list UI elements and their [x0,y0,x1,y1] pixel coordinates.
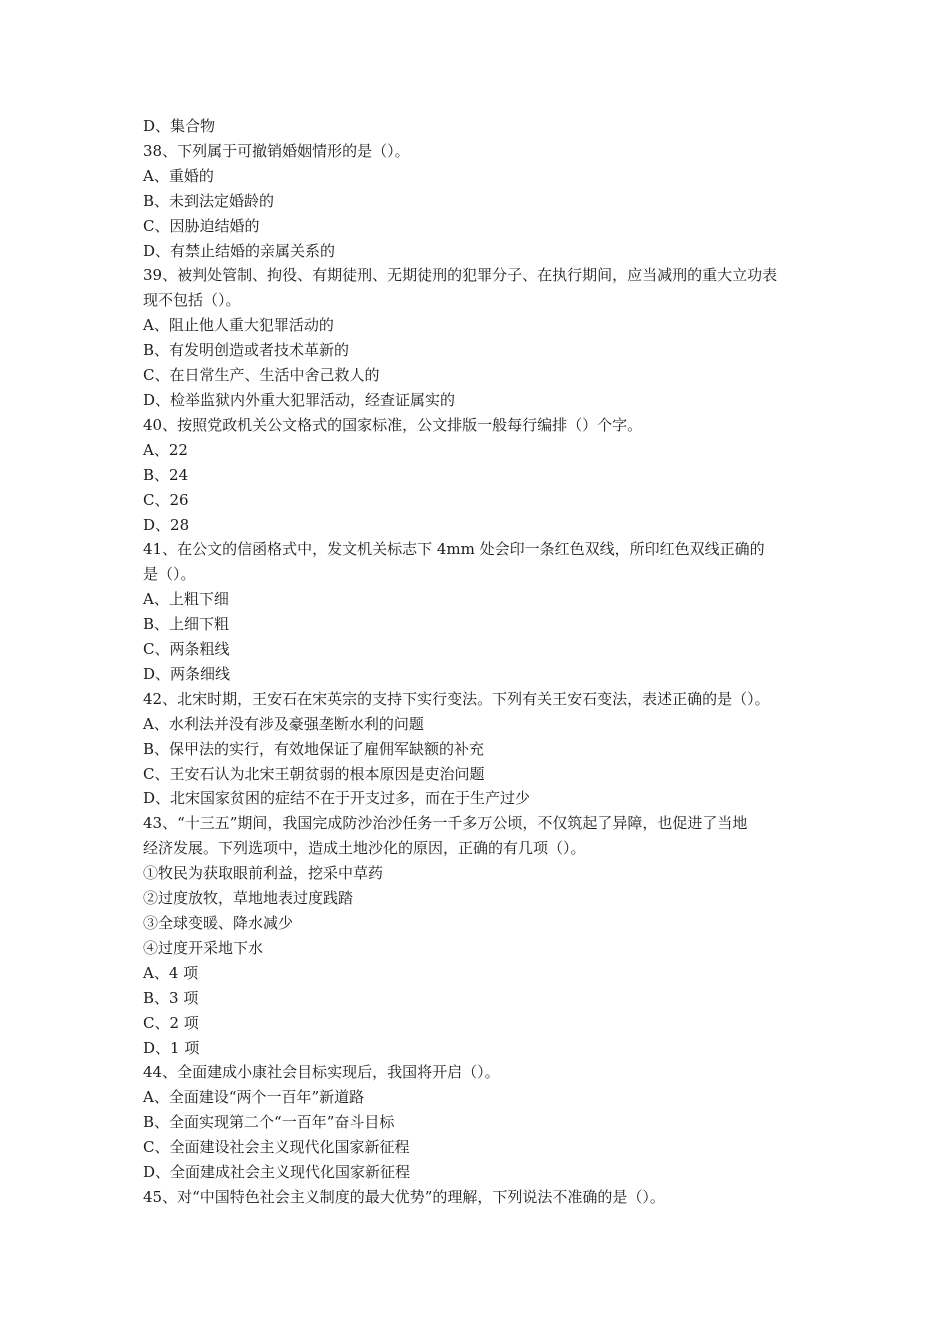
option-line: D、检举监狱内外重大犯罪活动，经查证属实的 [143,390,456,409]
question-45: 45、对“中国特色社会主义制度的最大优势”的理解，下列说法不准确的是（）。 [143,1187,665,1206]
option-line: C、2 项 [143,1013,199,1032]
question-39-continued: 现不包括（）。 [143,291,241,310]
document-body [143,114,813,1210]
option-line: C、26 [143,490,189,509]
option-line: D、两条细线 [143,664,231,683]
option-line: A、全面建设“两个一百年”新道路 [143,1088,365,1107]
question-40: 40、按照党政机关公文格式的国家标准，公文排版一般每行编排（）个字。 [143,415,643,434]
option-line: B、上细下粗 [143,615,230,634]
option-line: D、全面建成社会主义现代化国家新征程 [143,1163,411,1182]
option-line: B、有发明创造或者技术革新的 [143,341,350,360]
option-line: A、水利法并没有涉及豪强垄断水利的问题 [143,714,424,733]
option-line: B、全面实现第二个“一百年”奋斗目标 [143,1113,395,1132]
option-line: B、3 项 [143,988,199,1007]
option-line: D、集合物 [143,117,216,135]
option-line: D、有禁止结婚的亲属关系的 [143,241,336,260]
option-line: B、保甲法的实行，有效地保证了雇佣军缺额的补充 [143,739,485,758]
question-41: 41、在公文的信函格式中，发文机关标志下 4mm 处会印一条红色双线，所印红色双线正确的 [143,540,765,559]
option-line: D、北宋国家贫困的症结不在于开支过多，而在于生产过少 [143,789,531,808]
option-line: D、28 [143,515,190,534]
question-41-continued: 是（）。 [143,565,196,584]
option-line: C、王安石认为北宋王朝贫弱的根本原因是吏治问题 [143,764,485,783]
question-42: 42、北宋时期，王安石在宋英宗的支持下实行变法。下列有关王安石变法，表述正确的是（）。 [143,689,770,708]
question-39: 39、被判处管制、拘役、有期徒刑、无期徒刑的犯罪分子、在执行期间，应当减刑的重大立功表 [143,266,778,285]
question-38: 38、下列属于可撤销婚姻情形的是（）。 [143,141,410,160]
option-line: B、未到法定婚龄的 [143,191,275,210]
statement-line: ④过度开采地下水 [143,938,264,957]
question-44: 44、全面建成小康社会目标实现后，我国将开启（）。 [143,1063,500,1082]
option-line: A、22 [143,440,188,459]
option-line: A、阻止他人重大犯罪活动的 [143,316,334,335]
option-line: A、4 项 [143,963,199,982]
option-line: C、两条粗线 [143,640,230,659]
question-43-continued: 经济发展。下列选项中，造成土地沙化的原因，正确的有几项（）。 [143,839,586,858]
option-line: D、1 项 [143,1038,200,1057]
option-line: B、24 [143,465,189,484]
statement-line: ②过度放牧，草地地表过度践踏 [143,889,354,908]
option-line: A、重婚的 [143,166,214,185]
option-line: A、上粗下细 [143,590,229,609]
option-line: C、在日常生产、生活中舍己救人的 [143,366,380,385]
option-line: C、全面建设社会主义现代化国家新征程 [143,1138,410,1157]
statement-line: ①牧民为获取眼前利益，挖采中草药 [143,864,384,883]
option-line: C、因胁迫结婚的 [143,216,260,235]
question-43: 43、“十三五”期间，我国完成防沙治沙任务一千多万公顷，不仅筑起了异障，也促进了当地 [143,814,748,833]
statement-line: ③全球变暖、降水减少 [143,914,294,932]
